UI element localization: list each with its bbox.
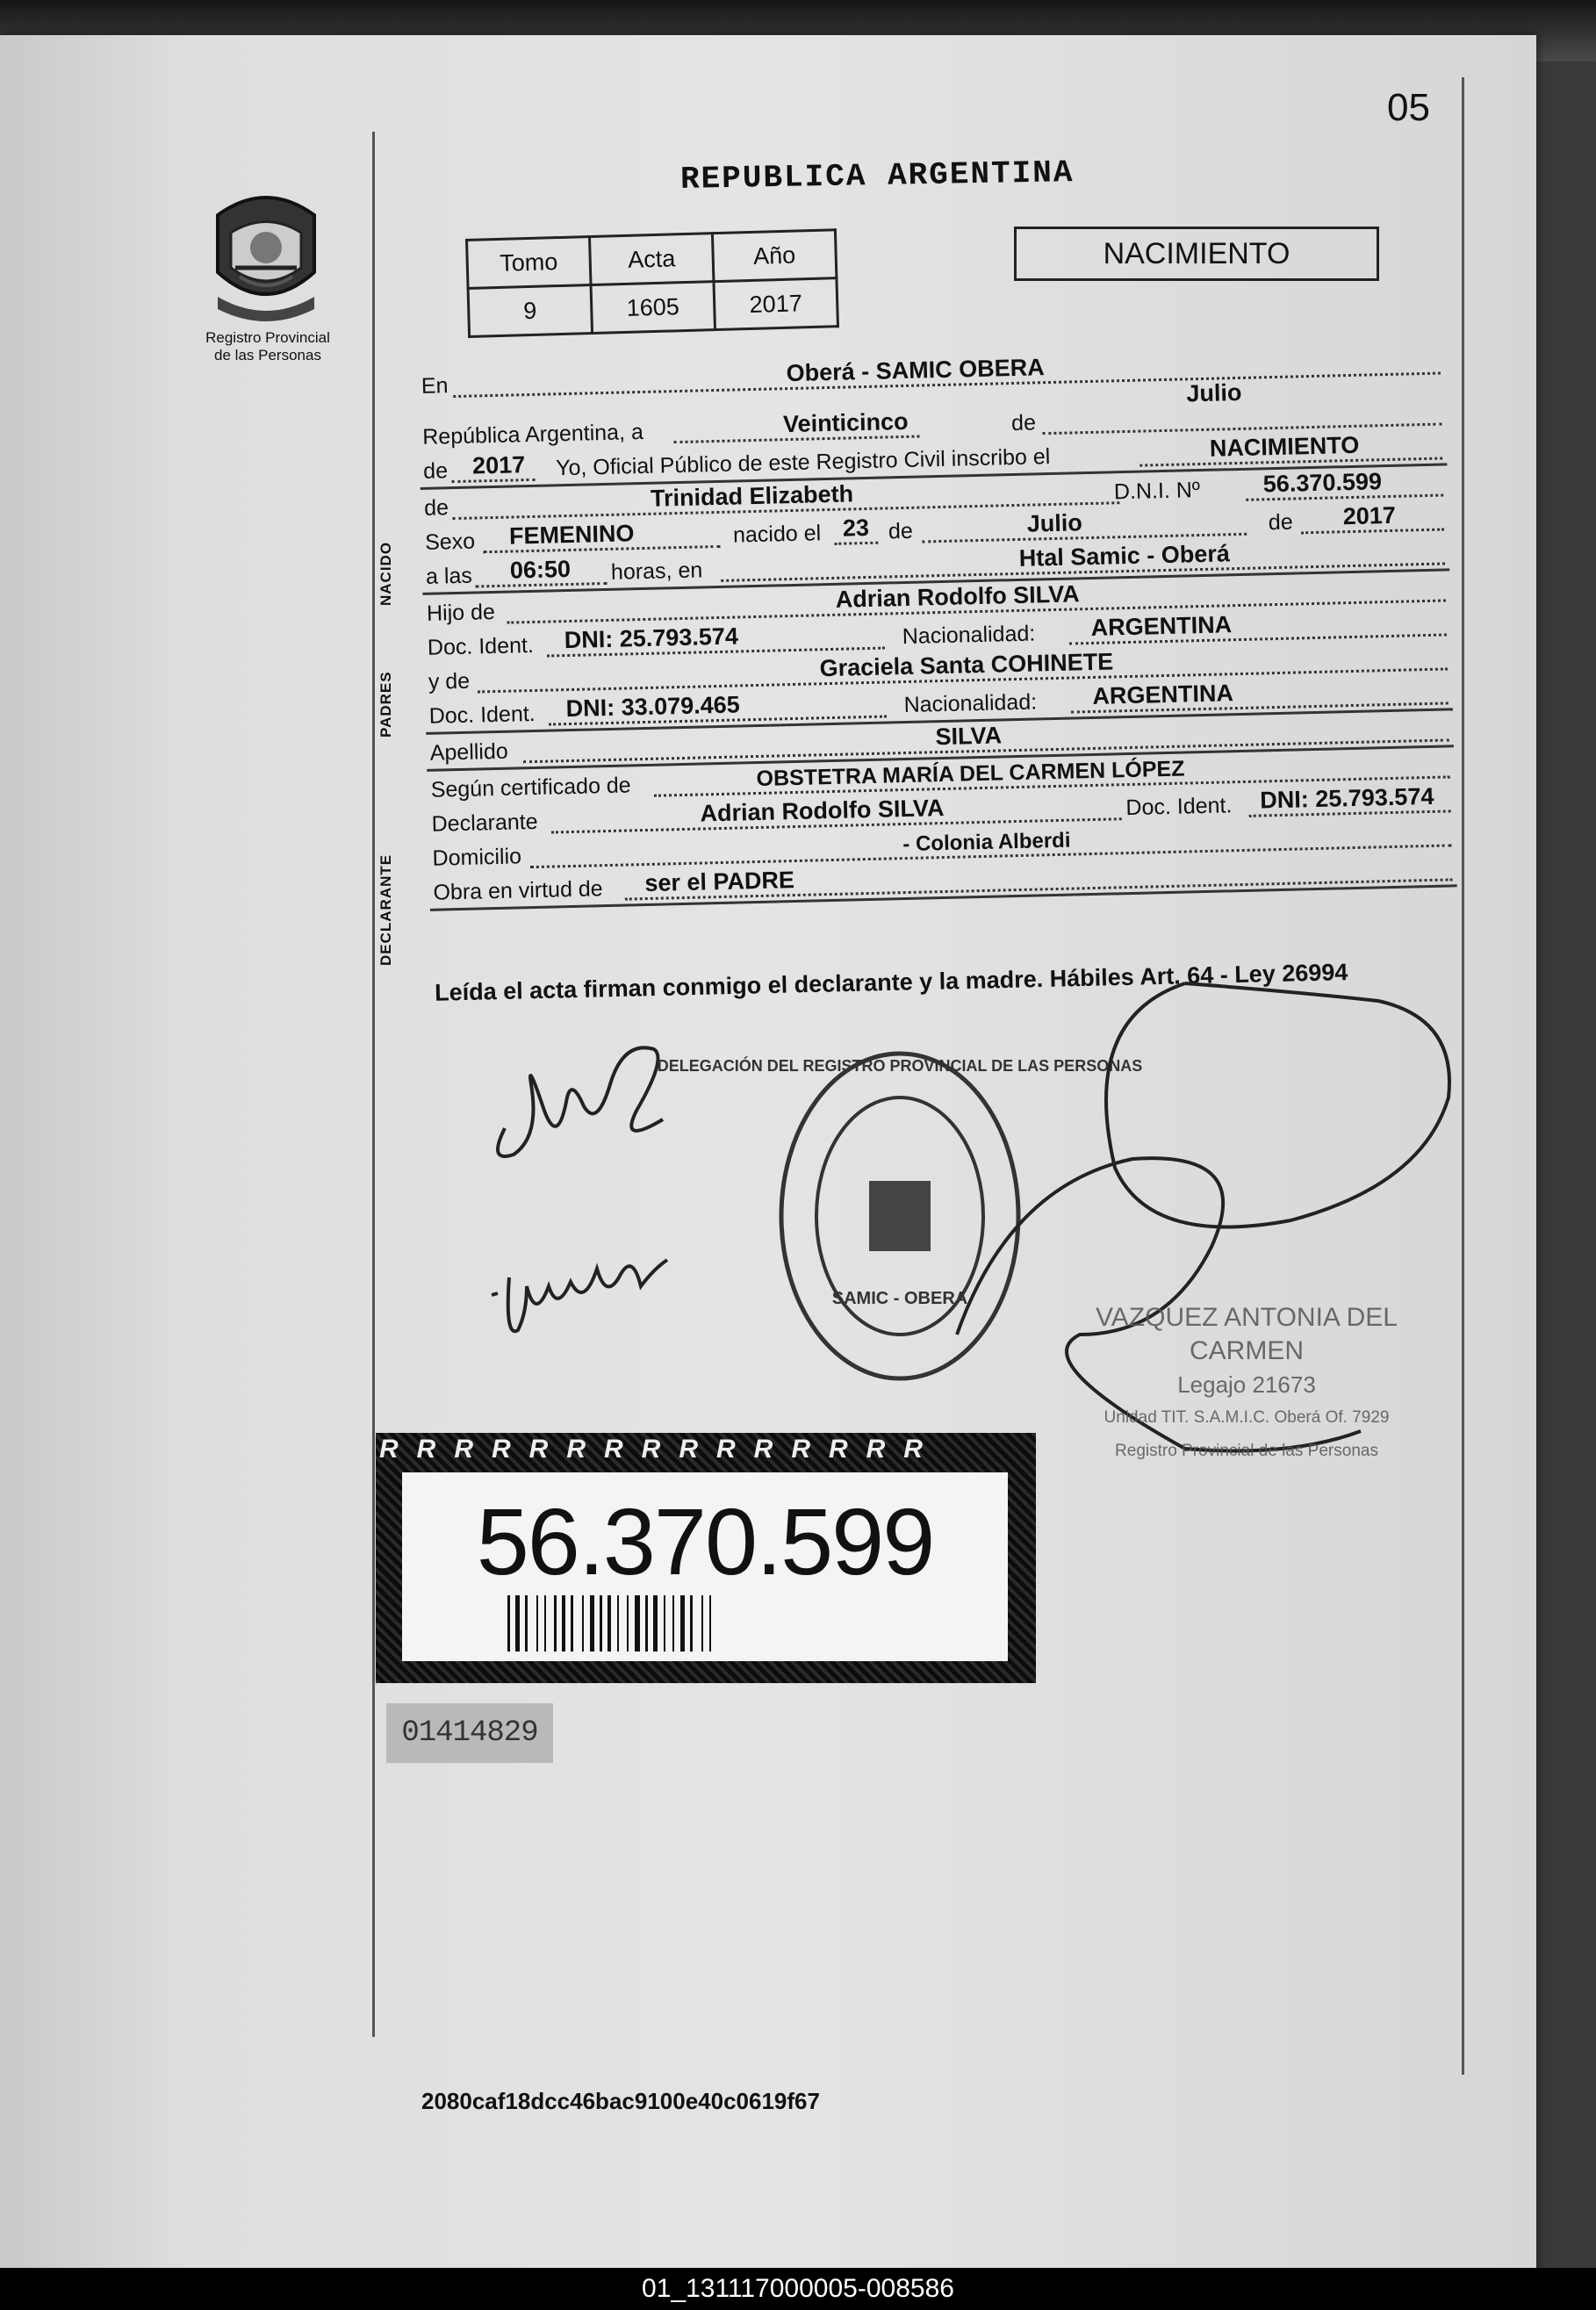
label-en: En [421,373,449,399]
registry-header-acta: Acta [589,234,713,285]
label-a-las: a las [425,563,473,589]
barcode-bar [672,1595,674,1652]
stamp-inner-text: SAMIC - OBERA [831,1289,968,1308]
label-apellido: Apellido [429,738,509,766]
barcode-bar [607,1595,611,1652]
official-name-stamp [1062,1301,1431,1468]
barcode-bar [653,1595,658,1652]
barcode-bar [507,1595,510,1652]
birth-record-form [417,327,1457,910]
official-legajo: Legajo 21673 [1177,1371,1316,1398]
value-father-doc: DNI: 25.793.574 [564,622,739,654]
barcode-bar [544,1595,546,1652]
registry-value-ano: 2017 [714,278,838,330]
left-margin-line [372,132,375,2037]
value-declarante-doc: DNI: 25.793.574 [1259,782,1434,814]
label-certificado: Según certificado de [430,773,631,802]
barcode-bar [600,1595,602,1652]
value-birth-place: Htal Samic - Oberá [1018,540,1231,572]
dni-barcode-sticker [376,1433,1036,1683]
document-type-box: NACIMIENTO [1014,227,1379,281]
value-birth-month: Julio [1026,509,1083,537]
value-domicilio: - Colonia Alberdi [902,828,1071,857]
page-number: 05 [1387,86,1430,129]
label-declarante-doc: Doc. Ident. [1125,793,1233,821]
barcode-bar [571,1595,573,1652]
value-mother-doc: DNI: 33.079.465 [565,691,741,723]
sticker-pattern-text: RRRRRRRRRRRRRRR [379,1435,941,1464]
label-mother-doc: Doc. Ident. [428,701,536,729]
label-officer-text: Yo, Oficial Público de este Registro Civil inscribo el [555,444,1051,481]
side-label-nacido: NACIDO [377,541,394,606]
label-hijo-de: Hijo de [426,599,496,626]
label-father-nationality: Nacionalidad: [902,621,1036,650]
barcode-bar [627,1595,629,1652]
value-child-dni: 56.370.599 [1262,468,1383,498]
registry-header-ano: Año [712,230,836,282]
registry-header-tomo: Tomo [467,237,591,289]
barcode-number: 56.370.599 [476,1488,934,1594]
scan-file-id: 01_131117000005-008586 [0,2268,1596,2310]
label-mother-nationality: Nacionalidad: [903,689,1038,718]
misiones-coat-of-arms-logo [200,184,332,325]
value-father-name: Adrian Rodolfo SILVA [835,580,1081,613]
value-birth-year: 2017 [1342,501,1397,530]
value-mother-name: Graciela Santa COHINETE [819,648,1114,682]
value-child-name: Trinidad Elizabeth [650,480,854,512]
barcode-bar [525,1595,528,1652]
document-title: REPUBLICA ARGENTINA [679,155,1075,198]
barcode-bars [507,1595,907,1652]
side-label-declarante: DECLARANTE [377,853,394,966]
registry-value-tomo: 9 [468,285,592,337]
label-declarante: Declarante [431,809,538,837]
label-de-birth-year: de [1268,509,1294,536]
official-name: VAZQUEZ ANTONIA DEL CARMEN [1096,1303,1398,1365]
mother-signature [487,1234,680,1356]
official-registry: Registro Provincial de las Personas [1115,1442,1378,1460]
barcode-bar [709,1595,711,1652]
official-unit: Unidad TIT. S.A.M.I.C. Oberá Of. 7929 [1104,1408,1390,1427]
barcode-bar [515,1595,520,1652]
barcode-bar [562,1595,565,1652]
value-time: 06:50 [509,555,572,584]
barcode-bar [590,1595,594,1652]
value-year: 2017 [471,451,526,479]
label-y-de: y de [428,668,471,694]
declarant-signature [478,1023,680,1172]
registry-table [465,228,839,338]
barcode-bar [680,1595,685,1652]
value-father-nationality: ARGENTINA [1090,611,1233,641]
value-sexo: FEMENINO [508,520,635,550]
value-apellido: SILVA [935,722,1003,751]
label-de-month: de [1010,410,1037,436]
logo-caption-line2: de las Personas [214,347,321,363]
value-declarante-name: Adrian Rodolfo SILVA [700,795,945,827]
closing-statement: Leída el acta firman conmigo el declarante y la madre. Hábiles Art. 64 - Ley 26994 [434,959,1348,1006]
label-father-doc: Doc. Ident. [427,632,535,660]
label-domicilio: Domicilio [432,844,522,871]
label-obra: Obra en virtud de [433,876,603,905]
barcode-bar [664,1595,665,1652]
label-sexo: Sexo [424,529,476,555]
value-month: Julio [1186,378,1242,407]
logo-caption-line1: Registro Provincial [205,329,330,346]
value-certificate: OBSTETRA MARÍA DEL CARMEN LÓPEZ [756,756,1185,792]
barcode-bar [701,1595,703,1652]
label-horas-en: horas, en [610,558,703,585]
label-republica: República Argentina, a [421,419,644,450]
stamp-ring-text: DELEGACIÓN DEL REGISTRO PROVINCIAL DE LAS PERSONAS [657,1057,1143,1075]
value-day: Veinticinco [782,407,909,438]
side-label-padres: PADRES [377,671,394,738]
label-year-prefix: de [422,458,449,484]
registry-value-acta: 1605 [591,282,715,334]
value-place: Oberá - SAMIC OBERA [786,354,1046,387]
control-code: 01414829 [386,1703,553,1763]
barcode-bar [554,1595,557,1652]
barcode-bar [536,1595,538,1652]
label-de-name: de [423,495,449,521]
barcode-bar [582,1595,584,1652]
value-birth-day: 23 [842,514,870,542]
value-obra: ser el PADRE [643,867,795,897]
value-inscription-type: NACIMIENTO [1209,431,1360,462]
barcode-bar [635,1595,640,1652]
barcode-bar [617,1595,619,1652]
label-de-birth-month: de [888,518,914,544]
label-dni: D.N.I. Nº [1113,478,1201,505]
value-mother-nationality: ARGENTINA [1092,680,1234,709]
barcode-label [402,1472,1008,1661]
barcode-bar [645,1595,648,1652]
barcode-bar [690,1595,693,1652]
label-nacido-el: nacido el [732,521,822,548]
document-hash: 2080caf18dcc46bac9100e40c0619f67 [421,2088,820,2114]
logo-caption [189,329,347,364]
